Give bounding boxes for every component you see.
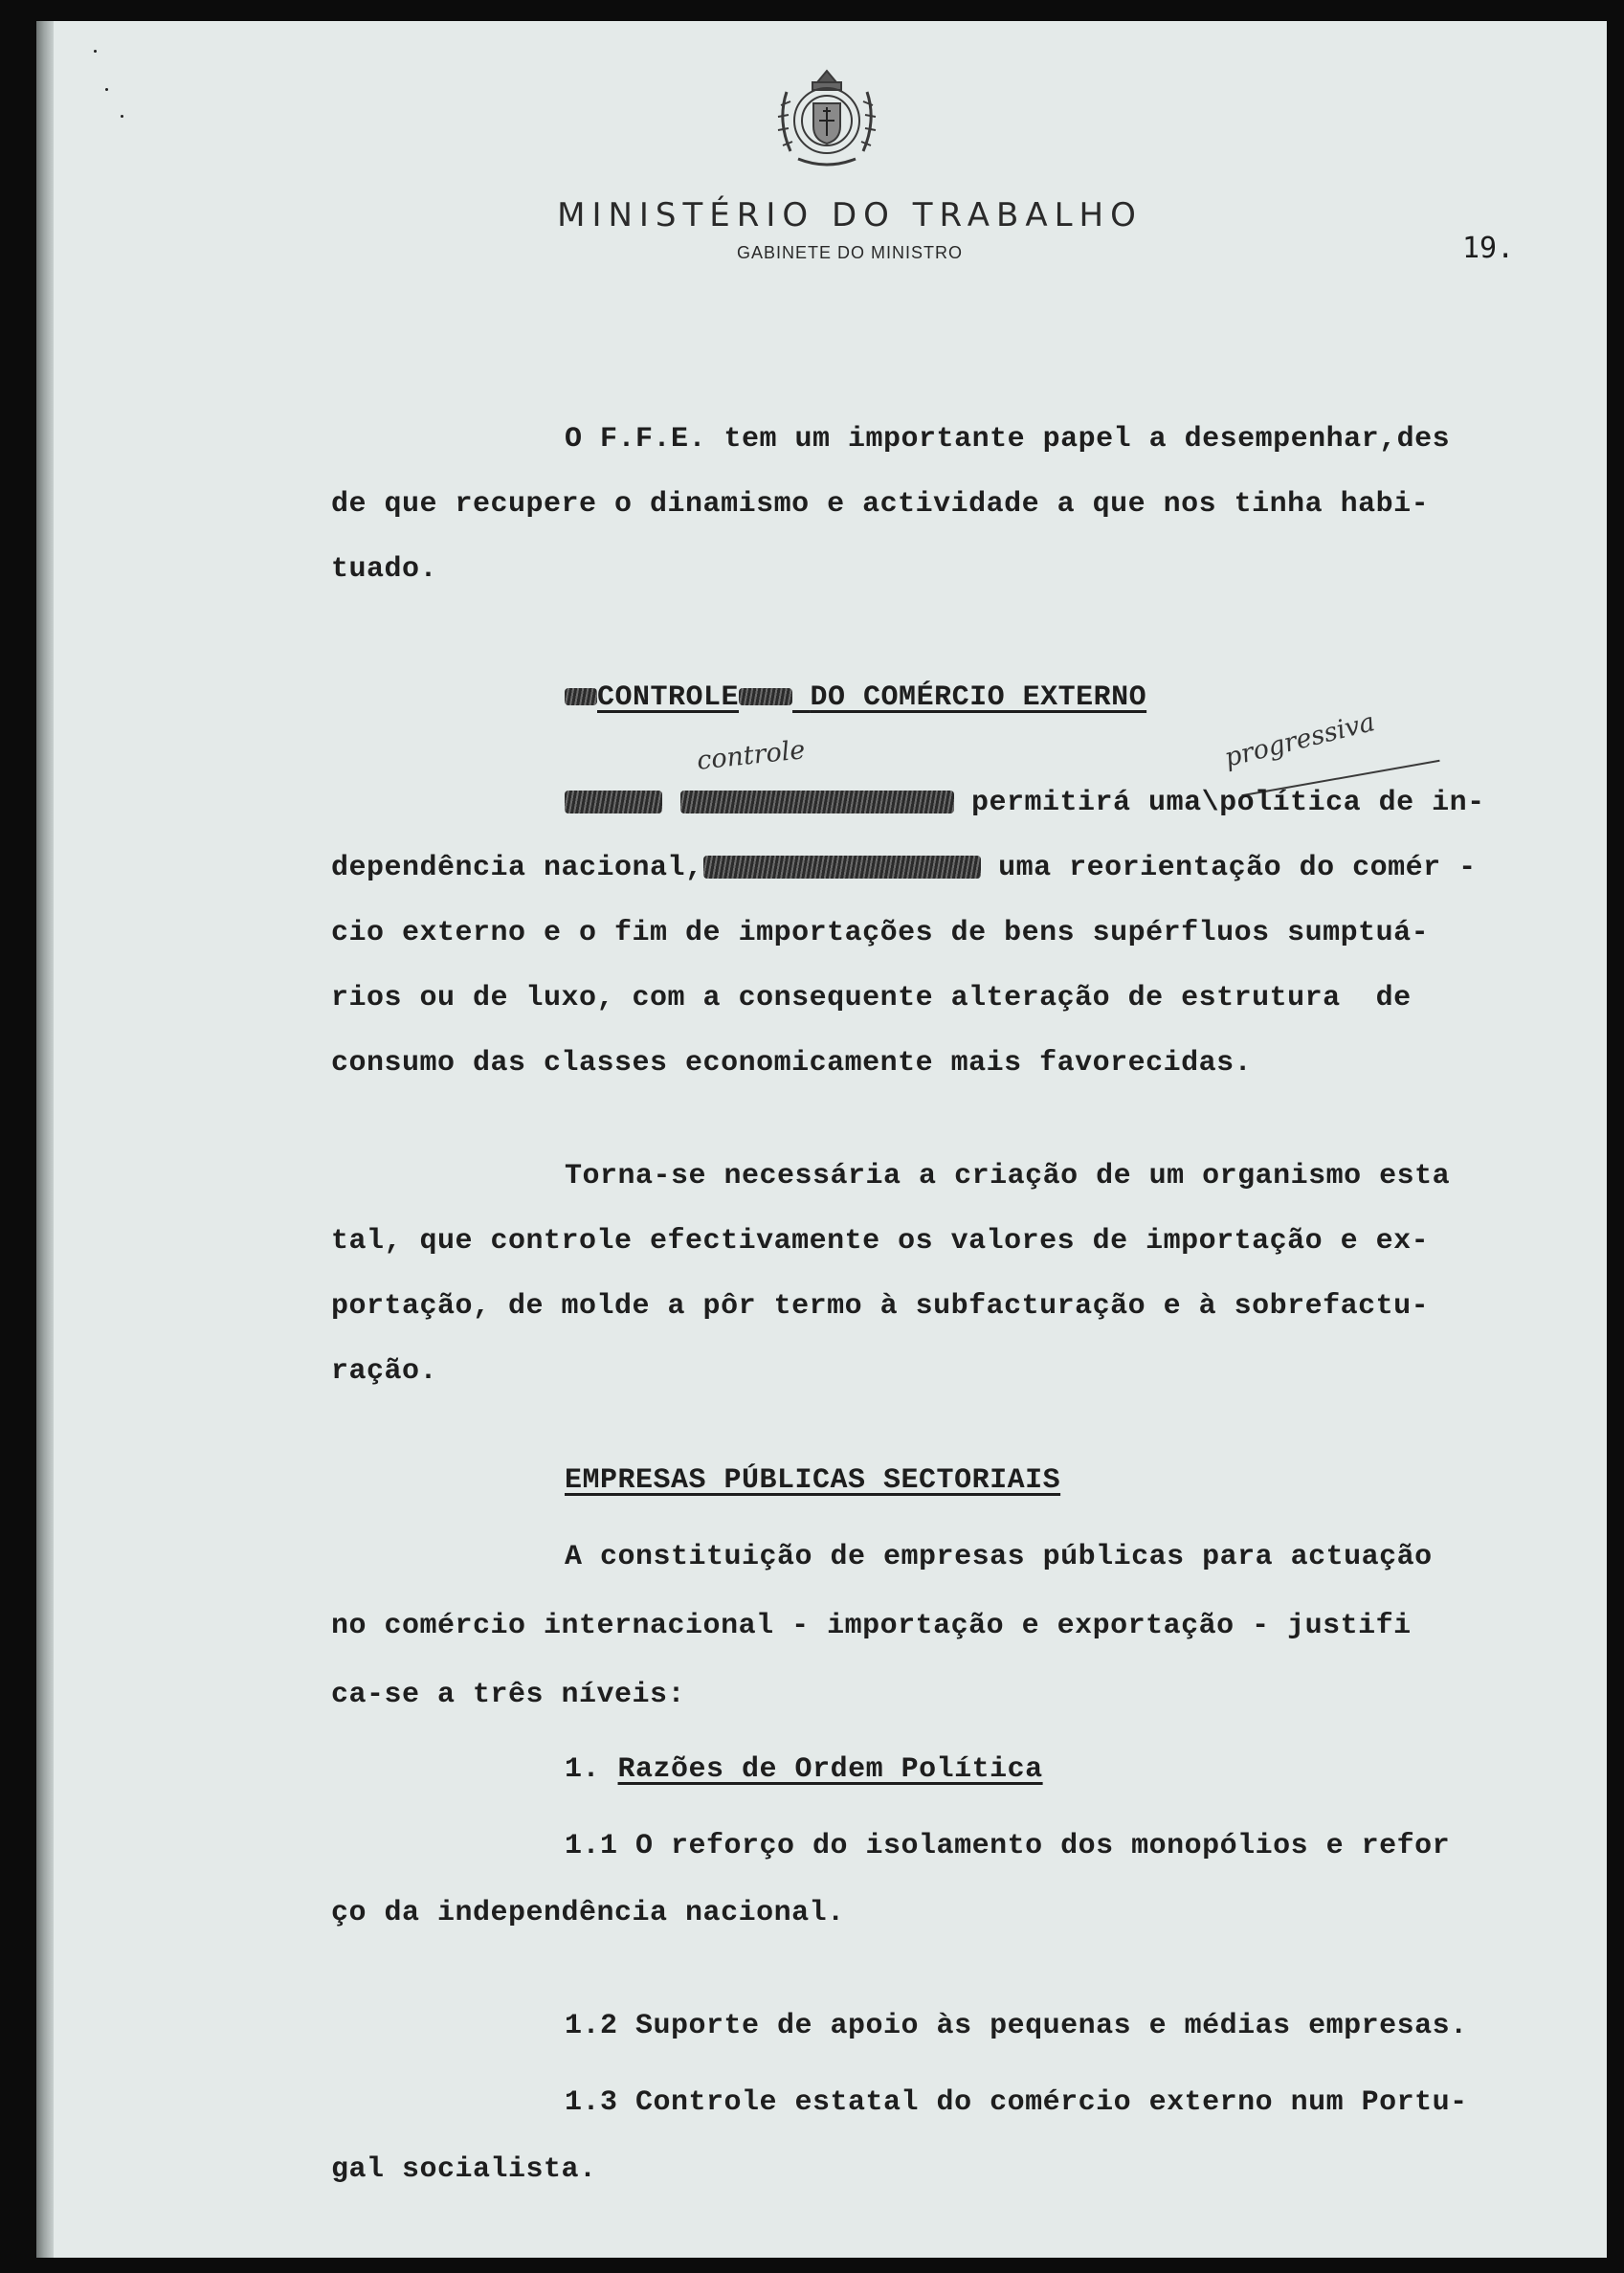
- list-item: gal socialista.: [331, 2153, 597, 2186]
- section-heading: EMPRESAS PÚBLICAS SECTORIAIS: [565, 1464, 1061, 1497]
- list-item: 1.3 Controle estatal do comércio externo num Portu-: [565, 2086, 1468, 2119]
- struck-text: [565, 688, 597, 705]
- text-line: A constituição de empresas públicas para actuação: [565, 1541, 1433, 1573]
- text-line: consumo das classes economicamente mais favorecidas.: [331, 1047, 1253, 1080]
- text-line: cio externo e o fim de importações de bens supérfluos sumptuá-: [331, 917, 1430, 949]
- speck: [121, 115, 123, 118]
- text-line: tal, que controle efectivamente os valores de importação e ex-: [331, 1225, 1430, 1258]
- list-item: ço da independência nacional.: [331, 1897, 845, 1929]
- section-heading: CONTROLE DO COMÉRCIO EXTERNO: [565, 681, 1146, 714]
- text-line: portação, de molde a pôr termo à subfacturação e à sobrefactu-: [331, 1290, 1430, 1323]
- text-line: ração.: [331, 1355, 438, 1388]
- text-line: tuado.: [331, 553, 438, 586]
- binding-edge: [36, 21, 54, 2258]
- text-line: O F.F.E. tem um importante papel a desempenhar,des: [565, 423, 1451, 456]
- handwritten-insertion: progressiva: [1221, 707, 1378, 773]
- list-item-heading: 1. Razões de Ordem Política: [565, 1753, 1043, 1786]
- text-line: Torna-se necessária a criação de um organismo esta: [565, 1160, 1451, 1192]
- ministry-title: MINISTÉRIO DO TRABALHO: [557, 196, 1143, 234]
- cabinet-subtitle: GABINETE DO MINISTRO: [736, 243, 964, 262]
- text-line: ca-se a três níveis:: [331, 1679, 686, 1711]
- text-line: rios ou de luxo, com a consequente alteração de estrutura de: [331, 982, 1412, 1014]
- document-page: [36, 21, 1607, 2258]
- struck-text: [680, 791, 954, 813]
- text-line: no comércio internacional - importação e exportação - justifi: [331, 1610, 1412, 1642]
- text-line: de que recupere o dinamismo e actividade a que nos tinha habi-: [331, 488, 1430, 521]
- speck: [105, 88, 108, 91]
- struck-text: [565, 791, 662, 813]
- struck-text: [703, 856, 981, 879]
- handwritten-insertion: controle: [695, 735, 807, 776]
- list-item: 1.1 O reforço do isolamento dos monopólios e refor: [565, 1830, 1451, 1862]
- struck-text: [739, 688, 792, 705]
- text-line: dependência nacional, uma reorientação do comér -: [331, 852, 1477, 884]
- page-number: 19.: [1462, 232, 1515, 265]
- text-line: permitirá uma\política de in-: [565, 787, 1485, 819]
- speck: [94, 50, 97, 53]
- list-item: 1.2 Suporte de apoio às pequenas e médias empresas.: [565, 2010, 1468, 2042]
- coat-of-arms-emblem: [769, 63, 884, 174]
